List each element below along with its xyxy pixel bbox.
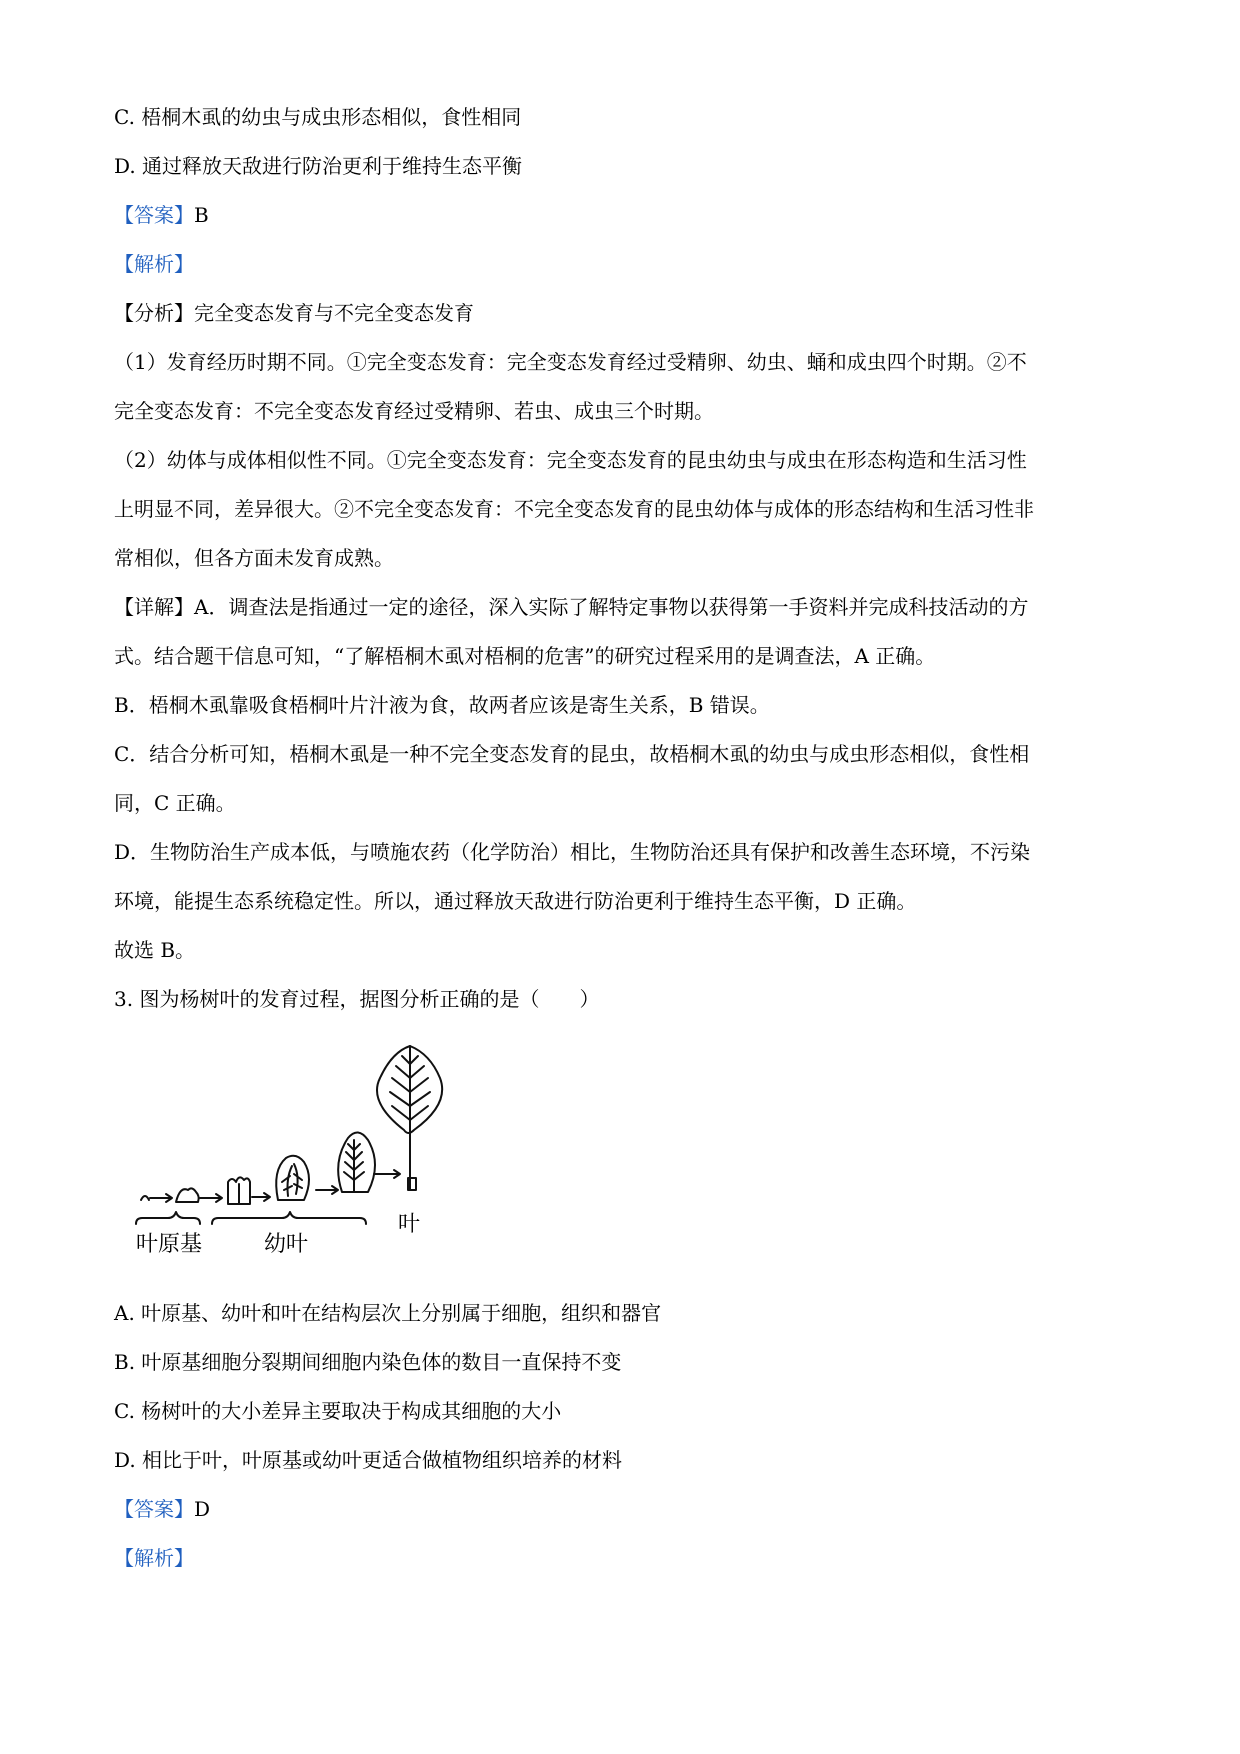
young-leaf-3 [338,1132,375,1192]
detail-tag: 【详解】 [114,595,194,619]
young-leaf-label: 幼叶 [264,1232,309,1257]
question-3-stem: 3. 图为杨树叶的发育过程，据图分析正确的是（ ） [114,987,600,1011]
analysis-heading [114,298,474,328]
answer-tag: 【答案】 [114,1497,194,1521]
explanation-tag: 【解析】 [114,1546,194,1570]
detail-line: 【详解】A．调查法是指通过一定的途径，深入实际了解特定事物以获得第一手资料并完成科技活动的方 [114,595,1029,619]
analysis-title: 完全变态发育与不完全变态发育 [194,301,474,325]
option-b: B. 叶原基细胞分裂期间细胞内染色体的数目一直保持不变 [114,1350,622,1374]
young-leaf-2 [276,1156,309,1200]
answer-line [114,200,209,230]
option-d: D. 通过释放天敌进行防治更利于维持生态平衡 [114,154,523,178]
detail-line: 同，C 正确。 [114,791,236,815]
option-a: A. 叶原基、幼叶和叶在结构层次上分别属于细胞，组织和器官 [114,1301,662,1325]
analysis-line: （1）发育经历时期不同。①完全变态发育：完全变态发育经过受精卵、幼虫、蛹和成虫四个时期。②不 [114,350,1027,374]
answer-line [114,1494,210,1524]
analysis-line: 上明显不同，差异很大。②不完全变态发育：不完全变态发育的昆虫幼体与成体的形态结构和生活习性非 [114,497,1034,521]
primordium-label: 叶原基 [136,1232,203,1257]
detail-line: 式。结合题干信息可知，“了解梧桐木虱对梧桐的危害”的研究过程采用的是调查法，A 正确。 [114,644,936,668]
detail-line: C．结合分析可知，梧桐木虱是一种不完全变态发育的昆虫，故梧桐木虱的幼虫与成虫形态相似，食性相 [114,742,1030,766]
analysis-line: （2）幼体与成体相似性不同。①完全变态发育：完全变态发育的昆虫幼虫与成虫在形态构造和生活习性 [114,448,1027,472]
option-c: C. 梧桐木虱的幼虫与成虫形态相似，食性相同 [114,105,522,129]
analysis-tag: 【分析】 [114,301,194,325]
analysis-line: 完全变态发育：不完全变态发育经过受精卵、若虫、成虫三个时期。 [114,399,714,423]
option-d: D. 相比于叶，叶原基或幼叶更适合做植物组织培养的材料 [114,1448,623,1472]
detail-line: 环境，能提生态系统稳定性。所以，通过释放天敌进行防治更利于维持生态平衡，D 正确。 [114,889,917,913]
primordium-bump [141,1196,149,1200]
detail-line: D．生物防治生产成本低，与喷施农药（化学防治）相比，生物防治还具有保护和改善生态环境，不污染 [114,840,1031,864]
analysis-line: 常相似，但各方面未发育成熟。 [114,546,394,570]
answer-tag: 【答案】 [114,203,194,227]
primordium-brace [136,1212,200,1224]
detail-line: 故选 B。 [114,938,196,962]
leaf-development-figure [130,1042,490,1282]
primordium-mound [176,1188,199,1202]
answer-value: B [194,203,209,227]
leaf-label: 叶 [398,1212,421,1237]
detail-line: B．梧桐木虱靠吸食梧桐叶片汁液为食，故两者应该是寄生关系，B 错误。 [114,693,770,717]
explanation-tag: 【解析】 [114,252,194,276]
option-c: C. 杨树叶的大小差异主要取决于构成其细胞的大小 [114,1399,562,1423]
young-leaf-brace [212,1212,366,1224]
answer-value: D [194,1497,211,1521]
